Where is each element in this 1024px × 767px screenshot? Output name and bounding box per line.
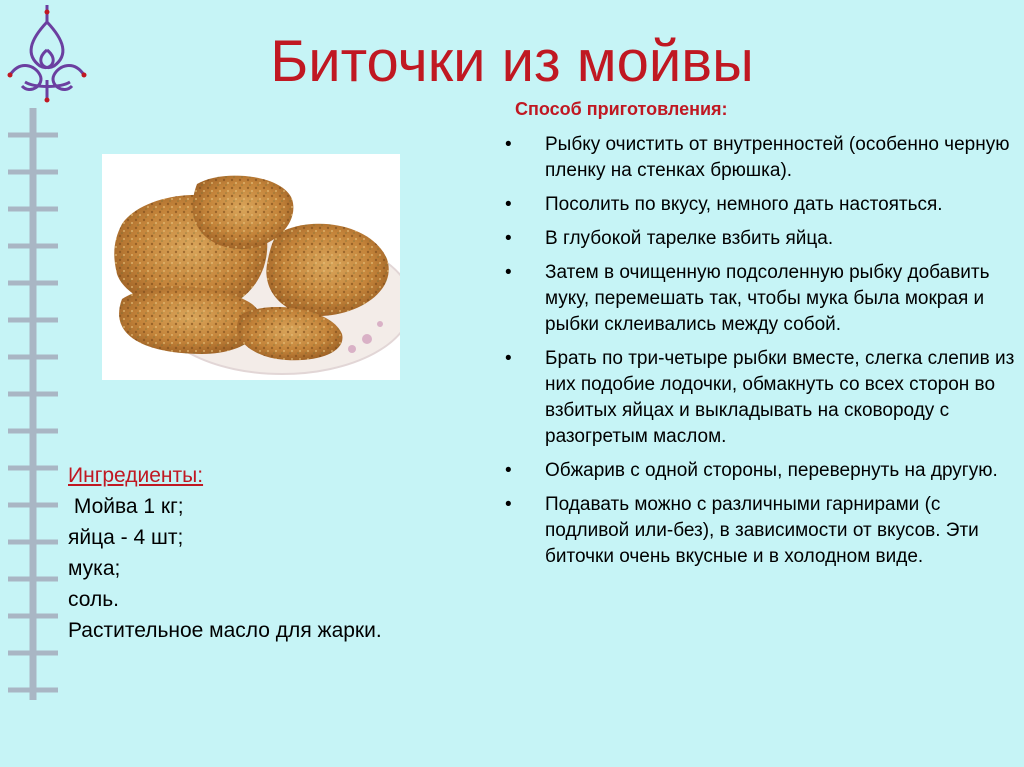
method-step-text: Посолить по вкусу, немного дать настояться. bbox=[545, 194, 943, 215]
bullet-icon: • bbox=[505, 134, 512, 155]
ingredient-line: Мойва 1 кг; bbox=[68, 495, 184, 518]
bullet-icon: • bbox=[505, 460, 512, 481]
method-step-text: В глубокой тарелке взбить яйца. bbox=[545, 228, 834, 249]
bullet-icon: • bbox=[505, 494, 512, 515]
method-step-text: Подавать можно с различными гарнирами (с подливой или-без), в зависимости от вкусов. Эти биточки очень вкусные и в холодном виде. bbox=[545, 494, 979, 567]
ingredient-line: Растительное масло для жарки. bbox=[68, 619, 382, 642]
decorative-ornament bbox=[0, 0, 110, 767]
method-step-text: Брать по три-четыре рыбки вместе, слегка слепив из них подобие лодочки, обмакнуть со всех сторон во взбитых яйцах и выкладывать на сковороду с разогретым маслом. bbox=[545, 348, 1015, 447]
bullet-icon: • bbox=[505, 194, 512, 215]
method-step bbox=[505, 492, 1015, 570]
method-step bbox=[505, 132, 1015, 184]
method-steps-list bbox=[505, 132, 1015, 578]
method-heading: Способ приготовления: bbox=[515, 99, 728, 119]
slide-title: Биточки из мойвы bbox=[270, 29, 754, 94]
method-step-text: Обжарив с одной стороны, перевернуть на другую. bbox=[545, 460, 998, 481]
bullet-icon: • bbox=[505, 348, 512, 369]
ingredient-line: яйца - 4 шт; bbox=[68, 526, 184, 549]
method-step-text: Затем в очищенную подсоленную рыбку добавить муку, перемешать так, чтобы мука была мокрая и рыбки склеивались между собой. bbox=[545, 262, 990, 335]
bullet-icon: • bbox=[505, 262, 512, 283]
fish-cakes-photo bbox=[102, 154, 400, 380]
method-step bbox=[505, 260, 1015, 338]
ingredient-line: мука; bbox=[68, 557, 121, 580]
method-step-text: Рыбку очистить от внутренностей (особенно черную пленку на стенках брюшка). bbox=[545, 134, 1010, 181]
method-step bbox=[505, 192, 1015, 218]
method-step bbox=[505, 458, 1015, 484]
ingredients-block bbox=[68, 460, 382, 646]
bullet-icon: • bbox=[505, 228, 512, 249]
method-step bbox=[505, 346, 1015, 450]
ingredients-heading: Ингредиенты: bbox=[68, 464, 204, 487]
ingredient-line: соль. bbox=[68, 588, 119, 611]
method-step bbox=[505, 226, 1015, 252]
